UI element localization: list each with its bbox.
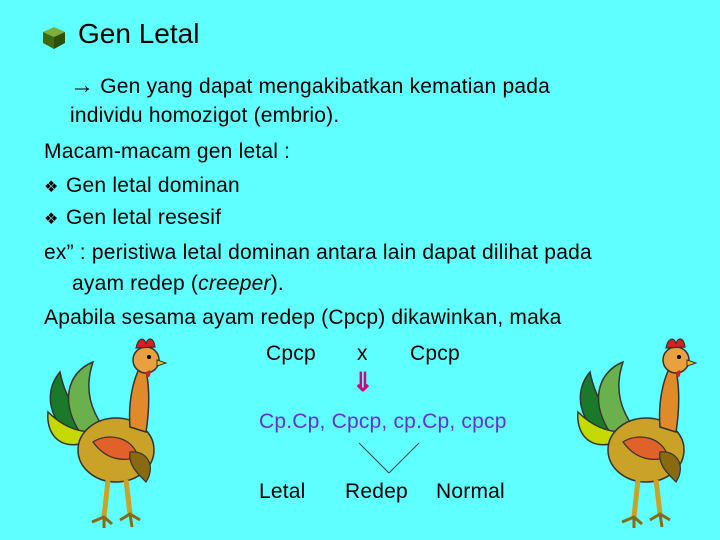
phenotype-redep: Redep bbox=[345, 480, 408, 503]
example-line-2 bbox=[72, 272, 284, 296]
types-heading: Macam-macam gen letal : bbox=[44, 140, 291, 163]
example-italic-term: creeper bbox=[198, 272, 271, 295]
phenotype-normal: Normal bbox=[436, 480, 505, 503]
slide-title: Gen Letal bbox=[78, 18, 200, 49]
definition-line-2: individu homozigot (embrio). bbox=[70, 104, 340, 127]
cross-x: x bbox=[357, 342, 368, 365]
definition-text-1: Gen yang dapat mengakibatkan kematian pada bbox=[100, 75, 550, 98]
type-label: Gen letal resesif bbox=[66, 206, 222, 229]
cross-intro: Apabila sesama ayam redep (Cpcp) dikawinkan, maka bbox=[44, 306, 562, 329]
definition-line-1 bbox=[70, 72, 550, 100]
type-item-recessive bbox=[44, 206, 221, 230]
rooster-left-illustration bbox=[38, 332, 168, 532]
title-bullet-cube-icon bbox=[42, 26, 66, 50]
offspring-branch-lines bbox=[358, 442, 420, 474]
down-arrow-icon: ⇓ bbox=[352, 367, 374, 397]
diamond-bullet-icon: ❖ bbox=[44, 179, 59, 196]
parent-1: Cpcp bbox=[266, 342, 316, 365]
example-text-end: ). bbox=[270, 272, 284, 295]
example-text: ayam redep ( bbox=[72, 272, 199, 295]
parent-2: Cpcp bbox=[410, 342, 460, 365]
rooster-right-illustration bbox=[568, 332, 698, 532]
phenotype-letal: Letal bbox=[259, 480, 306, 503]
right-arrow-icon: → bbox=[70, 72, 95, 99]
diamond-bullet-icon: ❖ bbox=[44, 211, 59, 228]
example-line-1: ex” : peristiwa letal dominan antara lain dapat dilihat pada bbox=[44, 241, 592, 264]
type-label: Gen letal dominan bbox=[66, 174, 240, 197]
offspring-genotypes: Cp.Cp, Cpcp, cp.Cp, cpcp bbox=[259, 410, 507, 433]
type-item-dominant bbox=[44, 174, 240, 198]
